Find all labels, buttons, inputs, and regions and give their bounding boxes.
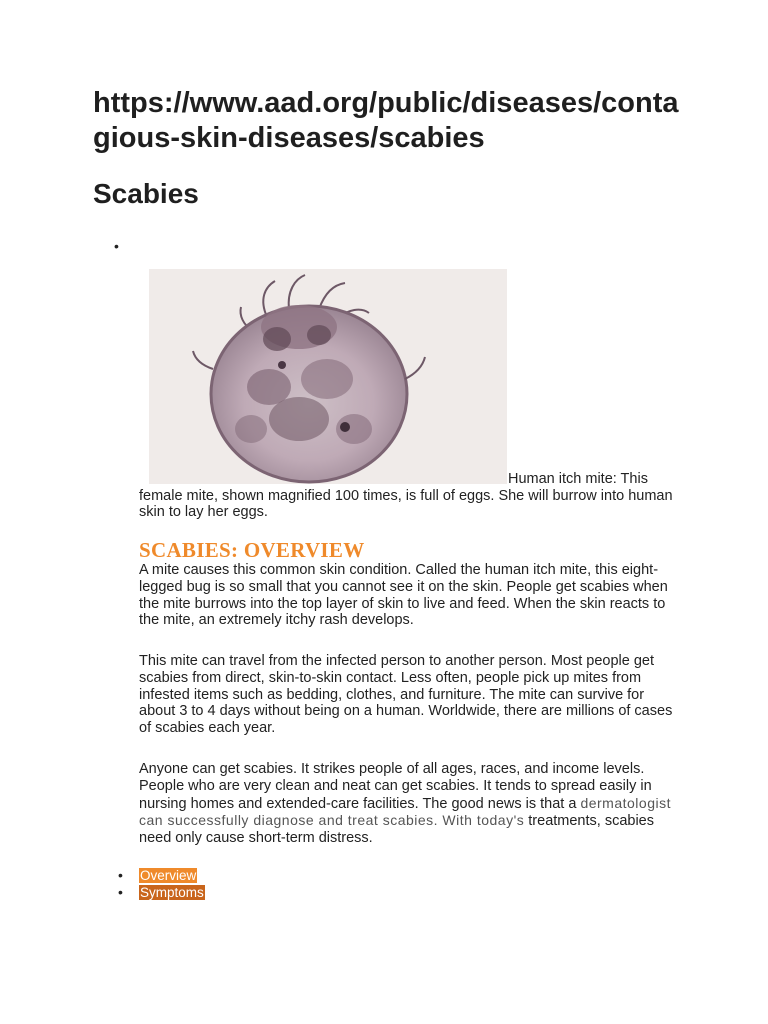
overview-paragraph-2: This mite can travel from the infected person to another person. Most people get scabies from direct, skin-to-skin contact. Less often, people pick up mites from infested items such as bedding, clothes, and furniture. The mite can survive for about 3 to 4 days without being on a human. Worldwide, there are millions of cases of scabies each year. (139, 653, 673, 737)
overview-link[interactable]: Overview (140, 868, 197, 883)
empty-bullet: • (114, 238, 119, 254)
paragraph-3-text-b: dermatologist can successfully diagnose and treat scabies. With today's (139, 794, 671, 829)
overview-paragraph-1: A mite causes this common skin condition. Called the human itch mite, this eight-legged bug is so small that you cannot see it on the skin. People get scabies when the mite burrows into the top layer of skin to live and feed. When the skin reacts to the mite, an extremely itchy rash develops. (139, 562, 668, 629)
page-title: Scabies (93, 178, 199, 209)
nav-item-symptoms (118, 884, 205, 901)
mite-micrograph-image (149, 269, 507, 484)
overview-paragraph-3 (139, 761, 679, 847)
list-bullet: • (118, 883, 123, 900)
source-url-heading: https://www.aad.org/public/diseases/contagious-skin-diseases/scabies (93, 87, 679, 154)
image-caption: Human itch mite: This female mite, shown magnified 100 times, is full of eggs. She will burrow into human skin to lay her eggs. (139, 471, 673, 520)
paragraph-3-text-c: treatments, scabies need only cause short-term distress. (139, 813, 654, 847)
overview-heading: SCABIES: OVERVIEW (139, 538, 365, 562)
paragraph-3-text-a: Anyone can get scabies. It strikes people of all ages, races, and income levels. People who are very clean and neat can get scabies. It tends to spread easily in nursing homes and extended-care facilities. The good news is that a (139, 761, 652, 812)
nav-item-overview (118, 867, 205, 884)
symptoms-link[interactable]: Symptoms (140, 884, 204, 900)
section-nav-list (118, 867, 205, 900)
mite-micrograph-icon (149, 269, 507, 484)
list-bullet: • (118, 867, 123, 883)
